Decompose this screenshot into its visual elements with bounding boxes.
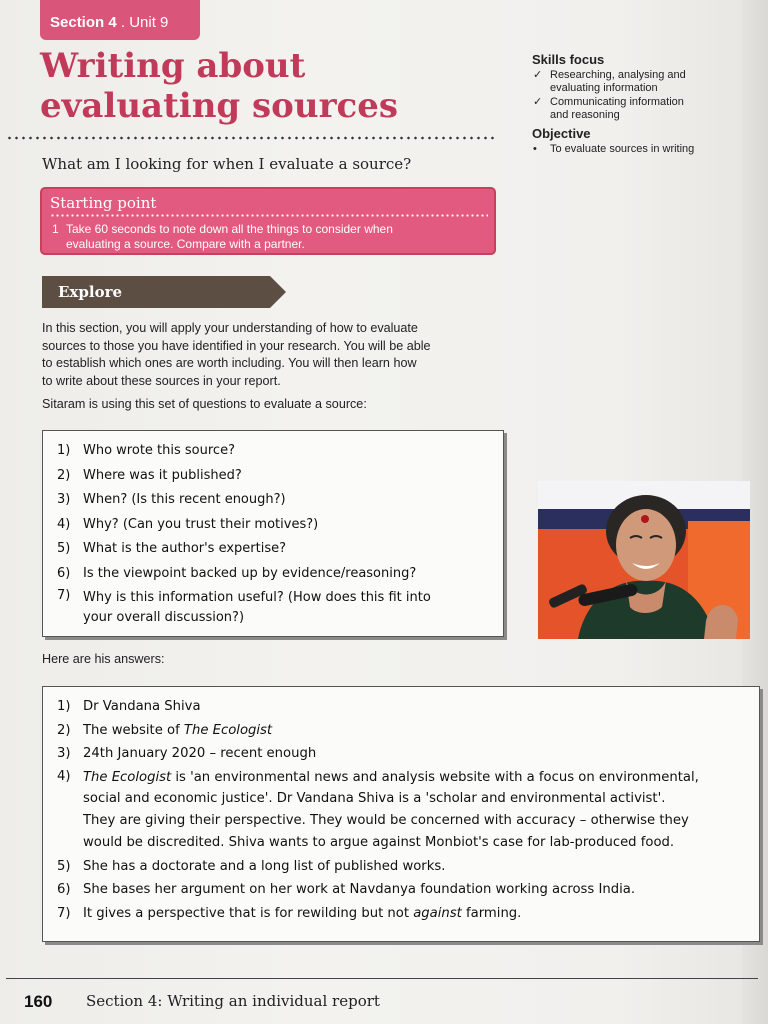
footer-title: Section 4: Writing an individual report xyxy=(86,992,380,1010)
answer-number: 6) xyxy=(57,882,71,898)
answer-text: It gives a perspective that is for rewilding but not xyxy=(83,905,414,921)
intro-line: to write about these sources in your report. xyxy=(42,373,281,388)
objective-item xyxy=(532,143,732,156)
starting-point-line: evaluating a source. Compare with a partner. xyxy=(66,237,305,251)
starting-point-text xyxy=(52,222,482,252)
intro-line: to establish which ones are worth including. You will then learn how xyxy=(42,356,417,370)
explore-label: Explore xyxy=(58,283,123,301)
answers-box xyxy=(42,686,760,942)
answer-text: 24th January 2020 – recent enough xyxy=(83,746,317,761)
dotted-divider xyxy=(6,136,494,140)
questions-box xyxy=(42,430,504,637)
skills-panel xyxy=(532,52,732,157)
check-icon: ✓ xyxy=(533,69,543,81)
question-item xyxy=(43,586,503,628)
skills-heading: Skills focus xyxy=(532,52,605,67)
answer-number: 2) xyxy=(57,722,71,738)
page-number: 160 xyxy=(24,992,53,1011)
answer-text: is 'an environmental news and analysis website with a focus on environmental, xyxy=(171,769,699,785)
question-item xyxy=(43,488,503,513)
question-number: 7) xyxy=(57,588,71,603)
answer-text: would be discredited. Shiva wants to argue against Monbiot's case for lab-produced food. xyxy=(83,834,675,850)
skills-item-line: evaluating information xyxy=(550,82,658,94)
skills-item-line: Researching, analysing and xyxy=(550,69,686,81)
check-icon: ✓ xyxy=(533,96,543,108)
sitaram-sentence: Sitaram is using this set of questions to evaluate a source: xyxy=(42,397,367,411)
question-item xyxy=(43,464,503,489)
question-text: What is the author's expertise? xyxy=(83,541,287,556)
question-number: 3) xyxy=(57,492,71,507)
bullet-icon: • xyxy=(533,143,537,155)
answers-list xyxy=(43,695,759,925)
question-item xyxy=(43,562,503,587)
question-number: 4) xyxy=(57,516,71,532)
question-text: Is the viewpoint backed up by evidence/reasoning? xyxy=(83,565,417,581)
answer-number: 5) xyxy=(57,858,71,874)
answer-text: They are giving their perspective. They would be concerned with accuracy – otherwise they xyxy=(83,813,689,829)
author-photo-illustration xyxy=(538,481,750,639)
answer-text: farming. xyxy=(461,905,522,921)
answer-item xyxy=(43,742,759,766)
answer-number: 1) xyxy=(57,699,71,714)
answer-text: She has a doctorate and a long list of published works. xyxy=(83,858,446,874)
section-label: Section 4 xyxy=(50,14,117,31)
question-text: Where was it published? xyxy=(83,467,242,483)
question-number: 1) xyxy=(57,443,71,458)
answer-number: 3) xyxy=(57,746,71,761)
question-item xyxy=(43,537,503,562)
skills-item xyxy=(532,69,732,95)
publication-name: The Ecologist xyxy=(83,769,172,785)
answer-item xyxy=(43,855,759,879)
question-text: your overall discussion?) xyxy=(83,610,245,625)
answer-number: 7) xyxy=(57,905,71,921)
answer-item xyxy=(43,719,759,743)
answer-number: 4) xyxy=(57,768,71,784)
emphasis-word: against xyxy=(413,905,462,921)
title-line-2: evaluating sources xyxy=(40,86,398,126)
unit-label: . Unit 9 xyxy=(120,14,169,31)
question-text: When? (Is this recent enough?) xyxy=(83,492,286,507)
starting-point-divider xyxy=(50,214,488,217)
skills-list xyxy=(532,69,732,122)
page-title xyxy=(40,46,500,126)
skills-item xyxy=(532,96,732,122)
question-number: 2) xyxy=(57,467,71,483)
answer-text: Dr Vandana Shiva xyxy=(83,699,201,714)
skills-item-line: and reasoning xyxy=(550,109,620,121)
question-text: Why? (Can you trust their motives?) xyxy=(83,516,319,532)
lead-question: What am I looking for when I evaluate a source? xyxy=(42,155,412,173)
question-text: Who wrote this source? xyxy=(83,443,235,458)
explore-banner xyxy=(42,276,286,308)
objective-list xyxy=(532,143,732,156)
starting-point-box xyxy=(40,187,496,255)
question-text: Why is this information useful? (How does this fit into xyxy=(83,590,431,605)
question-number: 6) xyxy=(57,565,71,581)
questions-list xyxy=(43,439,503,628)
answers-label: Here are his answers: xyxy=(42,652,165,666)
title-line-1: Writing about xyxy=(40,46,306,86)
answer-text: She bases her argument on her work at Navdanya foundation working across India. xyxy=(83,882,636,898)
objective-heading: Objective xyxy=(532,126,591,141)
skills-item-line: Communicating information xyxy=(550,96,684,108)
answer-item xyxy=(43,766,759,855)
footer-rule xyxy=(6,978,758,979)
question-item xyxy=(43,513,503,538)
intro-line: sources to those you have identified in your research. You will be able xyxy=(42,338,431,353)
publication-name: The Ecologist xyxy=(183,722,273,738)
intro-line: In this section, you will apply your understanding of how to evaluate xyxy=(42,321,418,335)
answer-item xyxy=(43,878,759,902)
section-tab xyxy=(40,0,200,40)
explore-intro xyxy=(42,320,504,390)
answer-item xyxy=(43,902,759,926)
starting-point-number: 1 xyxy=(52,222,59,236)
objective-text: To evaluate sources in writing xyxy=(550,143,695,155)
starting-point-line: Take 60 seconds to note down all the things to consider when xyxy=(66,222,393,236)
question-number: 5) xyxy=(57,541,71,556)
question-item xyxy=(43,439,503,464)
starting-point-heading: Starting point xyxy=(50,194,157,212)
answer-item xyxy=(43,695,759,719)
answer-text: The website of xyxy=(83,722,184,738)
answer-text: social and economic justice'. Dr Vandana Shiva is a 'scholar and environmental activist'. xyxy=(83,791,666,807)
author-photo xyxy=(538,481,750,639)
